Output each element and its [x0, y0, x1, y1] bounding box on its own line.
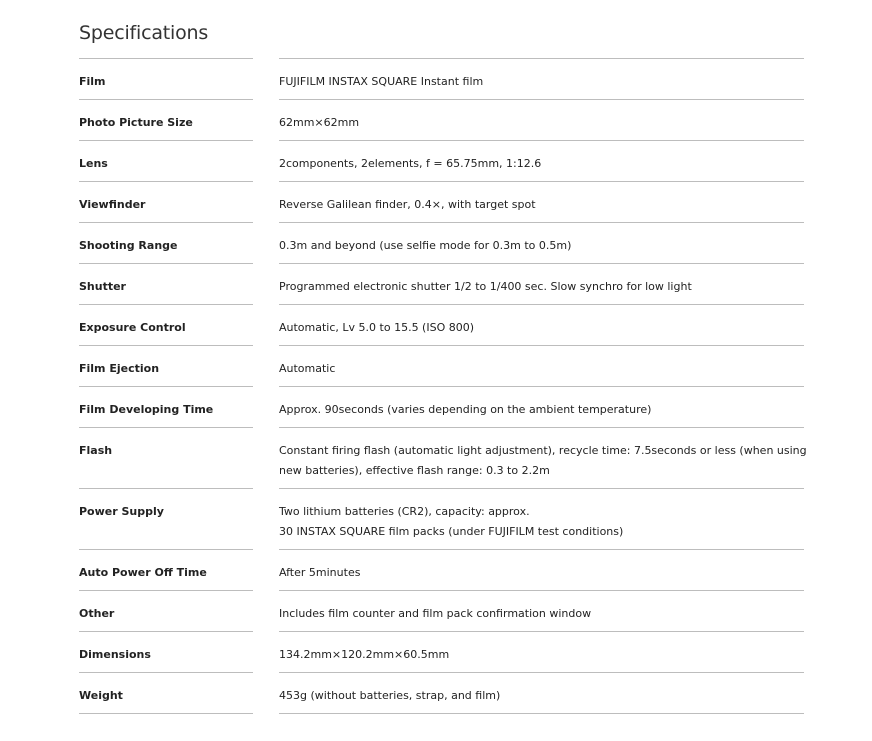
spec-value-line: After 5minutes	[279, 566, 361, 579]
spec-label-cell	[79, 488, 253, 549]
spec-value-line: Constant firing flash (automatic light adjustment), recycle time: 7.5seconds or less (when using	[279, 444, 807, 457]
specifications-table	[79, 58, 807, 713]
spec-value-line: 2components, 2elements, f = 65.75mm, 1:12.6	[279, 157, 542, 170]
spec-value-line: Reverse Galilean finder, 0.4×, with target spot	[279, 198, 536, 211]
spec-row-weight	[79, 672, 804, 713]
spec-label: Exposure Control	[79, 321, 186, 334]
spec-label: Flash	[79, 444, 113, 457]
spec-label-cell	[79, 631, 253, 672]
spec-value	[279, 222, 804, 256]
spec-label-cell	[79, 222, 253, 263]
spec-value-cell	[279, 58, 804, 99]
spec-label-cell	[79, 263, 253, 304]
spec-row-shutter	[79, 263, 804, 304]
spec-value-line: 134.2mm×120.2mm×60.5mm	[279, 648, 450, 661]
spec-value	[279, 263, 804, 297]
divider	[79, 713, 253, 714]
spec-value	[279, 549, 804, 583]
spec-label-cell	[79, 386, 253, 427]
spec-label-cell	[79, 549, 253, 590]
spec-value-line: Automatic	[279, 362, 336, 375]
spec-value-cell	[279, 631, 804, 672]
spec-row-viewfinder	[79, 181, 804, 222]
spec-label: Auto Power Off Time	[79, 566, 207, 579]
page-title: Specifications	[79, 22, 209, 44]
spec-label: Power Supply	[79, 505, 164, 518]
spec-value-line: Approx. 90seconds (varies depending on the ambient temperature)	[279, 403, 652, 416]
spec-label: Dimensions	[79, 648, 151, 661]
spec-label: Other	[79, 607, 115, 620]
spec-value	[279, 345, 804, 379]
spec-value-line: 0.3m and beyond (use selfie mode for 0.3m to 0.5m)	[279, 239, 572, 252]
spec-value	[279, 631, 804, 665]
spec-row-other	[79, 590, 804, 631]
spec-label: Film Developing Time	[79, 403, 214, 416]
spec-label-cell	[79, 672, 253, 713]
spec-value-cell	[279, 672, 804, 713]
spec-value	[279, 99, 804, 133]
spec-label-cell	[79, 181, 253, 222]
divider	[279, 713, 804, 714]
spec-value-line: 453g (without batteries, strap, and film)	[279, 689, 501, 702]
spec-value-cell	[279, 488, 804, 549]
spec-row-flash	[79, 427, 807, 488]
spec-value	[279, 672, 804, 706]
spec-value	[279, 488, 804, 542]
spec-value	[279, 590, 804, 624]
spec-label-cell	[79, 58, 253, 99]
spec-value-cell	[279, 386, 804, 427]
spec-row-exposure-control	[79, 304, 804, 345]
spec-value	[279, 181, 804, 215]
spec-label-cell	[79, 304, 253, 345]
spec-row-dimensions	[79, 631, 804, 672]
spec-label-cell	[79, 99, 253, 140]
spec-row-photo-picture-size	[79, 99, 804, 140]
spec-value	[279, 304, 804, 338]
spec-value	[279, 58, 804, 92]
spec-row-auto-power-off-time	[79, 549, 804, 590]
spec-label: Film Ejection	[79, 362, 160, 375]
spec-label: Photo Picture Size	[79, 116, 193, 129]
spec-label: Film	[79, 75, 106, 88]
spec-row-lens	[79, 140, 804, 181]
spec-value-cell	[279, 263, 804, 304]
spec-label-cell	[79, 427, 253, 488]
spec-value-line: 62mm×62mm	[279, 116, 360, 129]
spec-row-film-developing-time	[79, 386, 804, 427]
spec-value-line: Includes film counter and film pack confirmation window	[279, 607, 592, 620]
spec-label: Weight	[79, 689, 123, 702]
spec-value-cell	[279, 549, 804, 590]
spec-label: Viewfinder	[79, 198, 146, 211]
spec-label-cell	[79, 590, 253, 631]
spec-value-cell	[279, 590, 804, 631]
spec-value	[279, 427, 807, 481]
spec-value-line: 30 INSTAX SQUARE film packs (under FUJIFILM test conditions)	[279, 525, 624, 538]
table-bottom-divider	[79, 713, 804, 714]
spec-label: Lens	[79, 157, 108, 170]
spec-value-cell	[279, 181, 804, 222]
spec-value-line: FUJIFILM INSTAX SQUARE Instant film	[279, 75, 484, 88]
spec-value-cell	[279, 99, 804, 140]
spec-value-line: Two lithium batteries (CR2), capacity: approx.	[279, 505, 530, 518]
spec-label: Shutter	[79, 280, 126, 293]
spec-value	[279, 386, 804, 420]
spec-value-cell	[279, 304, 804, 345]
spec-value-line: new batteries), effective flash range: 0.3 to 2.2m	[279, 464, 550, 477]
spec-value-cell	[279, 222, 804, 263]
spec-value-line: Programmed electronic shutter 1/2 to 1/400 sec. Slow synchro for low light	[279, 280, 692, 293]
spec-value-cell	[279, 427, 807, 488]
spec-value-line: Automatic, Lv 5.0 to 15.5 (ISO 800)	[279, 321, 475, 334]
spec-row-power-supply	[79, 488, 804, 549]
spec-label: Shooting Range	[79, 239, 178, 252]
spec-row-shooting-range	[79, 222, 804, 263]
spec-value-cell	[279, 140, 804, 181]
spec-value-cell	[279, 345, 804, 386]
spec-value	[279, 140, 804, 174]
spec-row-film-ejection	[79, 345, 804, 386]
spec-label-cell	[79, 140, 253, 181]
spec-label-cell	[79, 345, 253, 386]
spec-row-film	[79, 58, 804, 99]
